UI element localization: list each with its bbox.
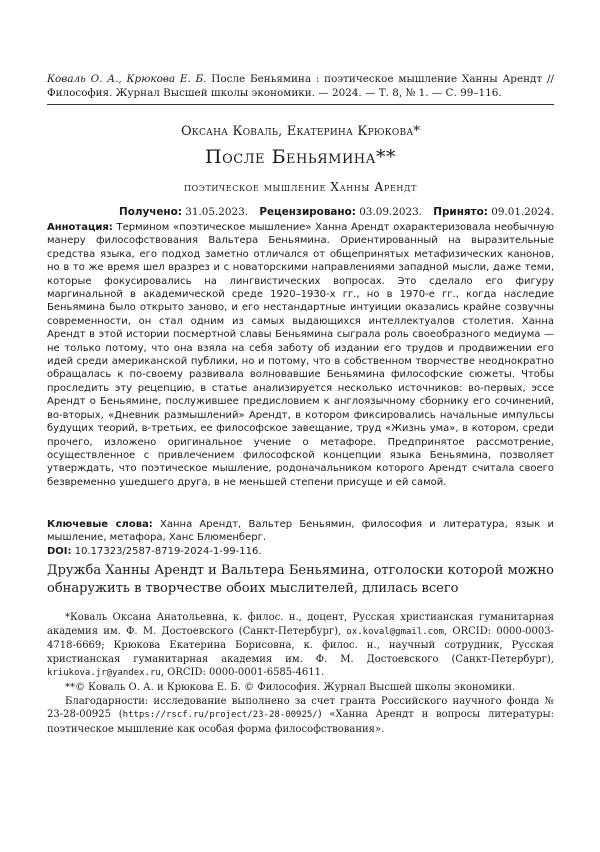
footnote-authors-text-3: , ORCID: 0000-0001-6585-4611. [160, 667, 325, 679]
keywords-text: Ханна Арендт, Вальтер Беньямин, философия и литература, язык и мышление, метафора, Ханс Блюменберг. [47, 519, 554, 544]
abstract-label: Аннотация: [47, 222, 113, 233]
doi [47, 546, 554, 557]
keywords-label: Ключевые слова: [47, 519, 153, 530]
email-kriukova[interactable]: kriukova.jr@yandex.ru [47, 668, 161, 679]
citation-text: После Беньямина : поэтическое мышление Ханны Арендт // Философия. Журнал Высшей школы экономики. — 2024. — Т. 8, № 1. — С. 99–116. [47, 73, 554, 99]
doi-text: 10.17323/2587-8719-2024-1-99-116. [71, 546, 262, 557]
body-paragraph: Дружба Ханны Арендт и Вальтера Беньямина, отголоски которой можно обнаружить в творчестве обоих мыслителей, длилась всего [47, 563, 554, 596]
footnote-copyright: **© Коваль О. А. и Крюкова Е. Б. © Философия. Журнал Высшей школы экономики. [65, 681, 516, 693]
accepted-date: 09.01.2024. [491, 206, 554, 218]
ack-text-2: ) «Ханна Арендт и вопросы литературы: поэтическое мышление как особая форма философствования». [47, 709, 554, 735]
footnote-authors-text-2: , ORCID: 0000-0003-4718-6669; Крюкова Екатерина Борисовна, к. филос. н., научный сотрудник, Русская христианская гуманитарная академия им. Ф. М. Достоевского (Санкт-Петербург), [47, 625, 554, 665]
received-label: Получено: [119, 206, 182, 218]
accepted-label: Принято: [433, 206, 488, 218]
citation-block [47, 72, 554, 100]
keywords [47, 518, 554, 545]
ack-text: Благодарности: исследование выполнено за счет гранта Российского научного фонда № 23-28-00925 ( [47, 695, 554, 721]
article-subtitle: поэтическое мышление Ханны Арендт [184, 180, 417, 194]
footnote-authors [47, 611, 554, 681]
citation-authors: Коваль О. А., Крюкова Е. Б. [47, 73, 207, 85]
footnotes [47, 611, 554, 736]
footnote-authors-text: *Коваль Оксана Анатольевна, к. филос. н., доцент, Русская христианская гуманитарная академия им. Ф. М. Достоевского (Санкт-Петербург), [47, 612, 554, 637]
article-authors: Оксана Коваль, Екатерина Крюкова* [180, 124, 421, 139]
rscf-link[interactable]: https://rscf.ru/project/23-28-00925/ [122, 710, 318, 721]
reviewed-date: 03.09.2023. [359, 206, 422, 218]
received-date: 31.05.2023. [185, 206, 249, 218]
citation-divider [47, 104, 554, 105]
email-koval[interactable]: ox.koval@gmail.com [346, 626, 444, 637]
footnote-acknowledgement [47, 695, 554, 737]
reviewed-label: Рецензировано: [259, 206, 356, 218]
article-title: После Беньямина** [205, 146, 396, 168]
abstract [47, 221, 554, 489]
doi-label: DOI: [47, 546, 72, 557]
abstract-text: Термином «поэтическое мышление» Ханна Арендт охарактеризовала необычную манеру философствования Вальтера Беньямина. Ориентированный на выразительные средства языка, его подход заметно отличался от общепринятых метафизических канонов, но в то же время шел вразрез и с новаторскими направлениями западной мысли, даже теми, которые фокусировались на лингвистических вопросах. Это сделало его фигуру маргинальной в академической среде 1920–1930-х гг., но в 1970-е гг., когда наследие Беньямина было открыто заново, и его нестандартные интуиции оказались крайне созвучны современности, он стал одним из самых выдающихся интеллектуалов столетия. Ханна Арендт в этой истории посмертной славы Беньямина сыграла роль своеобразного медиума — не только потому, что она взяла на себя заботу об издании его трудов и продвижении его идей среди американской публики, но и потому, что в собственном творчестве неоднократно обращалась к по-своему развивала волновавшие Беньямина философские сюжеты. Чтобы проследить эту рецепцию, в статье анализируется несколько источников: во-первых, эссе Арендт о Беньямине, послужившее предисловием к англоязычному сборнику его сочинений, во-вторых, «Дневник размышлений» Арендт, в котором фиксировались начальные импульсы будущих теорий, в-третьих, ее философское завещание, труд «Жизнь ума», в котором, среди прочего, изложено оригинальное учение о метафоре. Предпринятое рассмотрение, осуществленное с привлечением философской концепции языка Беньямина, позволяет утверждать, что поэтическое мышление, родоначальником которого Арендт считала своего безвременно ушедшего друга, в не меньшей степени присуще и ей самой. [47, 222, 554, 488]
article-dates [119, 206, 554, 218]
